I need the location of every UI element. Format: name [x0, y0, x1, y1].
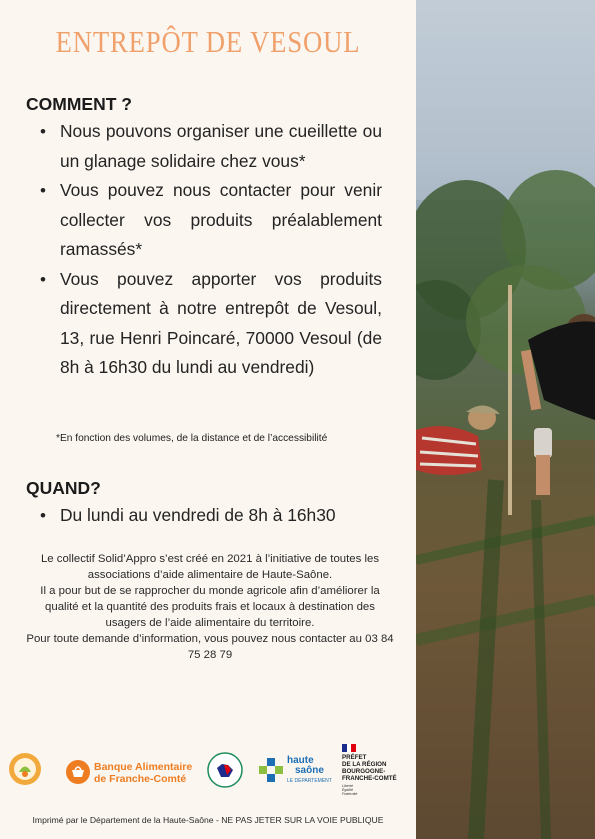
about-paragraph: Il a pour but de se rapprocher du monde agricole afin d’améliorer la qualité et la quantité des produits frais et locaux à destination des usagers de l’aide alimentaire du territoire.	[40, 585, 380, 629]
prefet-motto: Liberté Égalité Fraternité	[342, 784, 358, 796]
haute-saone-icon	[259, 758, 283, 782]
list-item: • Nous pouvons organiser une cueillette ou un glanage solidaire chez vous*	[40, 117, 382, 176]
quand-list	[40, 501, 382, 531]
haute-saone-logo	[259, 752, 335, 788]
footer-note: Imprimé par le Département de la Haute-Saône - NE PAS JETER SUR LA VOIE PUBLIQUE	[32, 815, 384, 825]
haute-saone-line2: saône	[295, 765, 324, 776]
about-text	[26, 551, 394, 663]
comment-heading: COMMENT ?	[26, 94, 132, 114]
prefet-line: DE LA RÉGION	[342, 761, 387, 768]
prefet-line: BOURGOGNE-	[342, 768, 386, 775]
haute-saone-line3: LE DÉPARTEMENT	[287, 778, 332, 784]
banque-alimentaire-logo	[66, 760, 196, 786]
page-title: ENTREPÔT DE VESOUL	[55, 24, 361, 59]
marianne-flag-icon	[342, 744, 356, 752]
prefet-text	[342, 754, 397, 782]
list-item: • Du lundi au vendredi de 8h à 16h30	[40, 501, 382, 531]
prefet-line: PRÉFET	[342, 754, 367, 761]
france-relance-logo	[207, 752, 243, 788]
list-item: • Vous pouvez nous contacter pour venir collecter vos produits préalablement ramassés*	[40, 176, 382, 265]
prefet-logo	[342, 744, 408, 796]
prefet-line: FRANCHE-COMTÉ	[342, 775, 397, 782]
about-paragraph: Le collectif Solid’Appro s’est créé en 2021 à l’initiative de toutes les associations d’aide alimentaire de Haute-Saône.	[40, 553, 380, 581]
list-item: • Vous pouvez apporter vos produits directement à notre entrepôt de Vesoul, 13, rue Henri Poincaré, 70000 Vesoul (de 8h à 16h30 du lundi au vendredi)	[40, 265, 382, 383]
banque-alimentaire-icon	[66, 760, 90, 784]
photo-illustration	[416, 0, 595, 839]
banque-alimentaire-name: Banque Alimentaire	[94, 761, 193, 773]
comment-list	[40, 117, 382, 383]
about-paragraph: Pour toute demande d’information, vous pouvez nous contacter au 03 84 75 28 79	[26, 633, 394, 661]
france-relance-seal-icon	[207, 752, 243, 788]
pat-seal-icon	[8, 752, 42, 786]
banque-alimentaire-region: de Franche-Comté	[94, 773, 187, 785]
footnote: *En fonction des volumes, de la distance et de l’accessibilité	[56, 433, 328, 444]
quand-heading: QUAND?	[26, 478, 101, 498]
pat-logo	[8, 752, 42, 786]
haute-saone-line1: haute	[287, 755, 314, 766]
hero-photo-farm-workers	[416, 0, 595, 839]
partner-logos	[8, 742, 408, 798]
